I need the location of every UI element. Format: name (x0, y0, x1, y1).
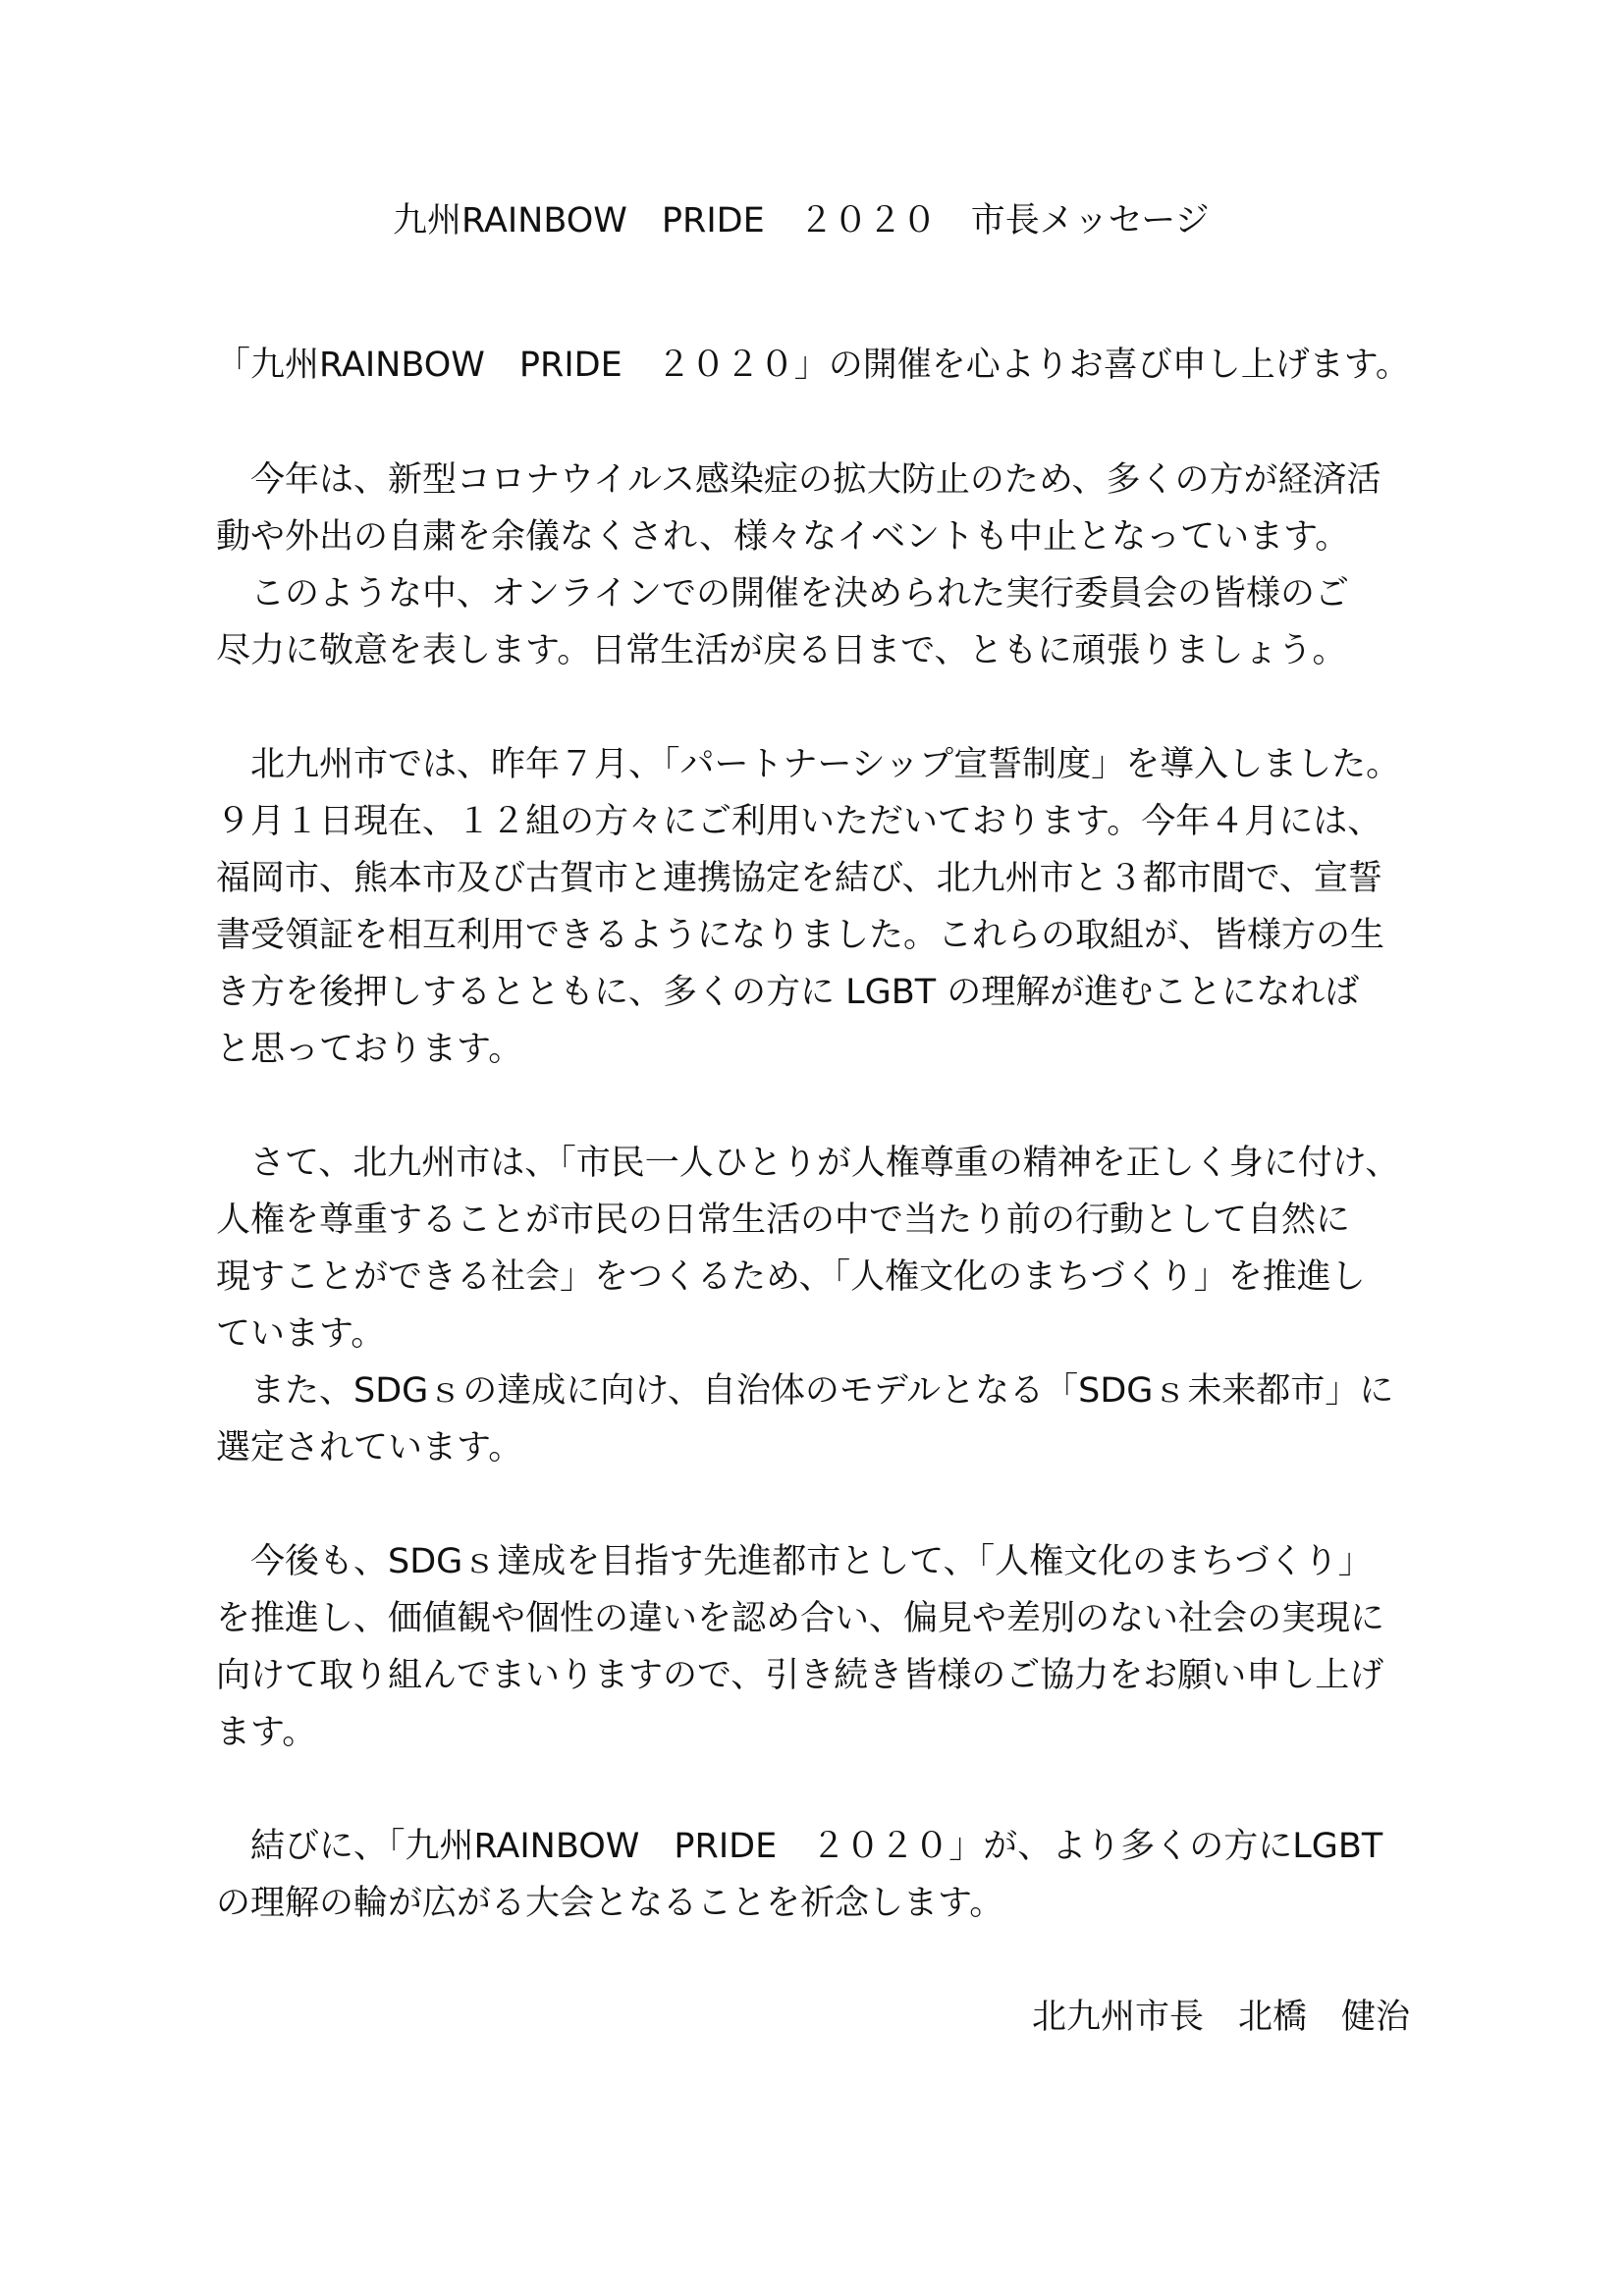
paragraph-4-line-4: ます。 (216, 1713, 317, 1752)
paragraph-3-line-4: ています。 (216, 1314, 386, 1354)
paragraph-3-line-6: 選定されています。 (216, 1428, 523, 1468)
paragraph-4-line-2: を推進し、価値観や個性の違いを認め合い、偏見や差別のない社会の実現に (216, 1599, 1385, 1638)
paragraph-3-line-2: 人権を尊重することが市民の日常生活の中で当たり前の行動として自然に (216, 1201, 1351, 1240)
paragraph-2-line-5: き方を後押しするとともに、多くの方に LGBT の理解が進むことになれば (216, 973, 1360, 1012)
paragraph-4-line-1: 今後も、SDGｓ達成を目指す先進都市として、「人権文化のまちづくり」 (216, 1542, 1373, 1581)
paragraph-2-line-6: と思っております。 (216, 1030, 523, 1069)
paragraph-3-line-1: さて、北九州市は、「市民一人ひとりが人権尊重の精神を正しく身に付け、 (216, 1144, 1400, 1183)
paragraph-2-line-2: ９月１日現在、１２組の方々にご利用いただいております。今年４月には、 (216, 802, 1382, 841)
paragraph-2-line-4: 書受領証を相互利用できるようになりました。これらの取組が、皆様方の生 (216, 916, 1385, 955)
document-title: 九州RAINBOW PRIDE ２０２０ 市長メッセージ (393, 201, 1210, 240)
opening-line: 「九州RAINBOW PRIDE ２０２０」の開催を心よりお喜び申し上げます。 (216, 346, 1410, 385)
paragraph-1-line-2: 動や外出の自粛を余儀なくされ、様々なイベントも中止となっています。 (216, 517, 1350, 557)
paragraph-2-line-1: 北九州市では、昨年７月、「パートナーシップ宣誓制度」を導入しました。 (216, 745, 1401, 784)
paragraph-1-line-3: このような中、オンラインでの開催を決められた実行委員会の皆様のご (216, 574, 1349, 614)
paragraph-4-line-3: 向けて取り組んでまいりますので、引き続き皆様のご協力をお願い申し上げ (216, 1656, 1384, 1695)
paragraph-2-line-3: 福岡市、熊本市及び古賀市と連携協定を結び、北九州市と３都市間で、宣誓 (216, 859, 1382, 898)
paragraph-1-line-1: 今年は、新型コロナウイルス感染症の拡大防止のため、多くの方が経済活 (216, 460, 1381, 500)
paragraph-3-line-3: 現すことができる社会」をつくるため、「人権文化のまちづくり」を推進し (216, 1257, 1366, 1297)
paragraph-3-line-5: また、SDGｓの達成に向け、自治体のモデルとなる「SDGｓ未来都市」に (216, 1371, 1394, 1411)
paragraph-1-line-4: 尽力に敬意を表します。日常生活が戻る日まで、ともに頑張りましょう。 (216, 631, 1347, 670)
signature: 北九州市長 北橋 健治 (1031, 1998, 1410, 2037)
paragraph-5-line-1: 結びに、「九州RAINBOW PRIDE ２０２０」が、より多くの方にLGBT (216, 1827, 1383, 1866)
paragraph-5-line-2: の理解の輪が広がる大会となることを祈念します。 (216, 1884, 1004, 1923)
